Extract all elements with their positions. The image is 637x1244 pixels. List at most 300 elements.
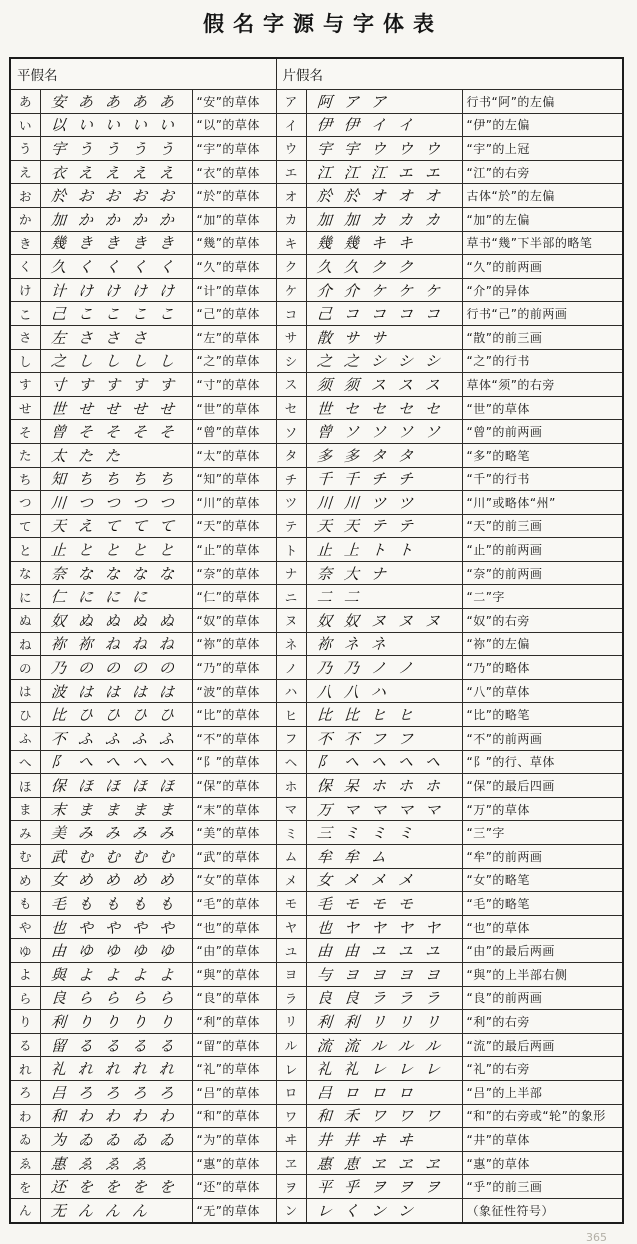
katakana-forms-cell: [306, 373, 462, 397]
handwritten-form: ス: [369, 375, 387, 394]
table-row: [10, 1175, 623, 1199]
handwritten-form: セ: [396, 399, 414, 418]
katakana-kana-cell: ル: [276, 1033, 306, 1057]
katakana-kana-cell: マ: [276, 797, 306, 821]
handwritten-form: 平: [315, 1178, 333, 1197]
hiragana-kana-cell: も: [10, 892, 40, 916]
katakana-origin-cell: “八”的草体: [462, 679, 623, 703]
handwritten-form: テ: [396, 517, 414, 536]
handwritten-form: て: [103, 517, 121, 536]
hiragana-forms-cell: [40, 915, 192, 939]
katakana-kana-cell: ユ: [276, 939, 306, 963]
katakana-forms-cell: [306, 774, 462, 798]
table-row: [10, 538, 623, 562]
handwritten-form: ね: [103, 635, 121, 654]
page-number: 365: [586, 1231, 607, 1244]
handwritten-form: 之: [315, 352, 333, 371]
handwritten-form: し: [157, 352, 175, 371]
katakana-kana-cell: ヱ: [276, 1151, 306, 1175]
handwritten-form: サ: [342, 328, 360, 347]
handwritten-form: 曾: [49, 423, 67, 442]
handwritten-form: 祢: [315, 635, 333, 654]
katakana-origin-cell: “多”的略笔: [462, 443, 623, 467]
handwritten-form: ほ: [130, 777, 148, 796]
handwritten-form: あ: [76, 92, 94, 111]
handwritten-form: フ: [396, 729, 414, 748]
handwritten-form: う: [76, 139, 94, 158]
handwritten-form: せ: [157, 399, 175, 418]
katakana-origin-cell: “伊”的左偏: [462, 113, 623, 137]
handwritten-form: セ: [423, 399, 441, 418]
handwritten-form: ホ: [396, 777, 414, 796]
handwritten-form: リ: [369, 1012, 387, 1031]
handwritten-form: そ: [157, 423, 175, 442]
hiragana-origin-cell: “保”的草体: [192, 774, 276, 798]
handwritten-form: 太: [49, 446, 67, 465]
hiragana-kana-cell: ん: [10, 1198, 40, 1222]
handwritten-form: 礼: [49, 1060, 67, 1079]
handwritten-form: 保: [49, 777, 67, 796]
katakana-kana-cell: イ: [276, 113, 306, 137]
handwritten-form: 不: [342, 729, 360, 748]
handwritten-form: み: [76, 824, 94, 843]
hiragana-forms-cell: [40, 609, 192, 633]
katakana-origin-cell: “止”的前两画: [462, 538, 623, 562]
handwritten-form: へ: [76, 753, 94, 772]
handwritten-form: ノ: [369, 659, 387, 678]
handwritten-form: リ: [396, 1012, 414, 1031]
handwritten-form: め: [157, 871, 175, 890]
handwritten-form: 乎: [342, 1178, 360, 1197]
handwritten-form: れ: [130, 1060, 148, 1079]
handwritten-form: 於: [49, 187, 67, 206]
hiragana-kana-cell: む: [10, 845, 40, 869]
handwritten-form: ら: [130, 989, 148, 1008]
table-row: [10, 255, 623, 279]
katakana-kana-cell: ナ: [276, 561, 306, 585]
katakana-origin-cell: （象征性符号）: [462, 1198, 623, 1222]
table-row: [10, 986, 623, 1010]
handwritten-form: も: [103, 894, 121, 913]
handwritten-form: に: [130, 588, 148, 607]
katakana-origin-cell: “女”的略笔: [462, 868, 623, 892]
katakana-forms-cell: [306, 113, 462, 137]
handwritten-form: エ: [423, 163, 441, 182]
handwritten-form: 八: [342, 682, 360, 701]
handwritten-form: お: [157, 187, 175, 206]
handwritten-form: ち: [76, 470, 94, 489]
hiragana-origin-cell: “於”的草体: [192, 184, 276, 208]
handwritten-form: ロ: [342, 1083, 360, 1102]
hiragana-forms-cell: [40, 113, 192, 137]
hiragana-kana-cell: ひ: [10, 703, 40, 727]
table-row: [10, 939, 623, 963]
handwritten-form: リ: [423, 1012, 441, 1031]
handwritten-form: 幾: [315, 234, 333, 253]
katakana-forms-cell: [306, 986, 462, 1010]
handwritten-form: と: [130, 541, 148, 560]
table-row: [10, 821, 623, 845]
handwritten-form: モ: [396, 894, 414, 913]
katakana-forms-cell: [306, 231, 462, 255]
handwritten-form: 不: [315, 729, 333, 748]
katakana-origin-cell: 古体“於”的左偏: [462, 184, 623, 208]
hiragana-kana-cell: や: [10, 915, 40, 939]
handwritten-form: ゐ: [130, 1130, 148, 1149]
handwritten-form: 世: [49, 399, 67, 418]
handwritten-form: か: [130, 210, 148, 229]
handwritten-form: 须: [342, 375, 360, 394]
handwritten-form: ゑ: [103, 1154, 121, 1173]
hiragana-origin-cell: “利”的草体: [192, 1010, 276, 1034]
hiragana-origin-cell: “衣”的草体: [192, 160, 276, 184]
handwritten-form: か: [76, 210, 94, 229]
handwritten-form: ふ: [103, 729, 121, 748]
handwritten-form: た: [103, 446, 121, 465]
katakana-origin-cell: “礼”的右旁: [462, 1057, 623, 1081]
table-row: [10, 184, 623, 208]
handwritten-form: の: [157, 659, 175, 678]
hiragana-kana-cell: よ: [10, 962, 40, 986]
katakana-origin-cell: “井”的草体: [462, 1128, 623, 1152]
hiragana-origin-cell: “止”的草体: [192, 538, 276, 562]
handwritten-form: ミ: [342, 824, 360, 843]
katakana-origin-cell: 草体“须”的右旁: [462, 373, 623, 397]
handwritten-form: 與: [49, 965, 67, 984]
katakana-forms-cell: [306, 137, 462, 161]
table-row: [10, 797, 623, 821]
katakana-kana-cell: シ: [276, 349, 306, 373]
handwritten-form: 流: [342, 1036, 360, 1055]
handwritten-form: む: [103, 847, 121, 866]
hiragana-forms-cell: [40, 231, 192, 255]
hiragana-origin-cell: “之”的草体: [192, 349, 276, 373]
handwritten-form: い: [103, 116, 121, 135]
hiragana-forms-cell: [40, 845, 192, 869]
handwritten-form: そ: [130, 423, 148, 442]
handwritten-form: メ: [369, 871, 387, 890]
handwritten-form: ゆ: [130, 942, 148, 961]
header-row: [10, 58, 623, 90]
handwritten-form: ま: [157, 800, 175, 819]
hiragana-forms-cell: [40, 137, 192, 161]
table-row: [10, 137, 623, 161]
table-row: [10, 845, 623, 869]
hiragana-origin-cell: “礼”的草体: [192, 1057, 276, 1081]
handwritten-form: 也: [315, 918, 333, 937]
katakana-kana-cell: フ: [276, 727, 306, 751]
katakana-forms-cell: [306, 821, 462, 845]
hiragana-forms-cell: [40, 278, 192, 302]
katakana-forms-cell: [306, 255, 462, 279]
handwritten-form: ひ: [103, 706, 121, 725]
handwritten-form: 止: [49, 541, 67, 560]
katakana-forms-cell: [306, 278, 462, 302]
katakana-kana-cell: セ: [276, 396, 306, 420]
handwritten-form: ラ: [423, 989, 441, 1008]
hiragana-kana-cell: か: [10, 207, 40, 231]
hiragana-forms-cell: [40, 1057, 192, 1081]
handwritten-form: 伊: [315, 116, 333, 135]
handwritten-form: 美: [49, 824, 67, 843]
handwritten-form: ろ: [157, 1083, 175, 1102]
handwritten-form: 多: [315, 446, 333, 465]
handwritten-form: ゑ: [76, 1154, 94, 1173]
katakana-kana-cell: キ: [276, 231, 306, 255]
hiragana-origin-cell: “波”的草体: [192, 679, 276, 703]
handwritten-form: 由: [342, 942, 360, 961]
table-row: [10, 962, 623, 986]
handwritten-form: ほ: [157, 777, 175, 796]
table-row: [10, 585, 623, 609]
handwritten-form: ラ: [369, 989, 387, 1008]
katakana-forms-cell: [306, 207, 462, 231]
handwritten-form: ル: [423, 1036, 441, 1055]
hiragana-origin-cell: “和”的草体: [192, 1104, 276, 1128]
katakana-forms-cell: [306, 1198, 462, 1222]
handwritten-form: 曾: [315, 423, 333, 442]
handwritten-form: は: [76, 682, 94, 701]
handwritten-form: 井: [342, 1130, 360, 1149]
table-row: [10, 1198, 623, 1222]
handwritten-form: 井: [315, 1130, 333, 1149]
hiragana-origin-cell: “川”的草体: [192, 491, 276, 515]
table-row: [10, 113, 623, 137]
hiragana-origin-cell: “幾”的草体: [192, 231, 276, 255]
katakana-origin-cell: “宇”的上冠: [462, 137, 623, 161]
handwritten-form: み: [103, 824, 121, 843]
table-row: [10, 609, 623, 633]
handwritten-form: 吕: [315, 1083, 333, 1102]
handwritten-form: め: [130, 871, 148, 890]
handwritten-form: 无: [49, 1201, 67, 1220]
handwritten-form: 阿: [315, 92, 333, 111]
handwritten-form: ノ: [396, 659, 414, 678]
hiragana-forms-cell: [40, 443, 192, 467]
handwritten-form: 毛: [315, 894, 333, 913]
hiragana-forms-cell: [40, 1128, 192, 1152]
handwritten-form: ち: [157, 470, 175, 489]
handwritten-form: オ: [396, 187, 414, 206]
handwritten-form: ツ: [396, 493, 414, 512]
table-row: [10, 90, 623, 114]
hiragana-forms-cell: [40, 349, 192, 373]
handwritten-form: き: [76, 234, 94, 253]
handwritten-form: 恵: [342, 1154, 360, 1173]
katakana-forms-cell: [306, 1104, 462, 1128]
katakana-origin-cell: “江”的右旁: [462, 160, 623, 184]
handwritten-form: つ: [130, 493, 148, 512]
handwritten-form: ヱ: [423, 1154, 441, 1173]
handwritten-form: 之: [342, 352, 360, 371]
handwritten-form: 千: [315, 470, 333, 489]
handwritten-form: ア: [342, 92, 360, 111]
hiragana-kana-cell: き: [10, 231, 40, 255]
handwritten-form: 女: [49, 871, 67, 890]
katakana-origin-cell: “曾”的前两画: [462, 420, 623, 444]
handwritten-form: く: [157, 257, 175, 276]
handwritten-form: シ: [423, 352, 441, 371]
hiragana-forms-cell: [40, 325, 192, 349]
hiragana-kana-cell: へ: [10, 750, 40, 774]
hiragana-forms-cell: [40, 396, 192, 420]
handwritten-form: か: [157, 210, 175, 229]
handwritten-form: ぬ: [130, 611, 148, 630]
handwritten-form: レ: [315, 1201, 333, 1220]
hiragana-forms-cell: [40, 1080, 192, 1104]
handwritten-form: 伊: [342, 116, 360, 135]
handwritten-form: レ: [423, 1060, 441, 1079]
handwritten-form: ヌ: [423, 611, 441, 630]
hiragana-kana-cell: お: [10, 184, 40, 208]
katakana-origin-cell: “川”或略体“州”: [462, 491, 623, 515]
hiragana-kana-cell: え: [10, 160, 40, 184]
handwritten-form: 江: [315, 163, 333, 182]
handwritten-form: 武: [49, 847, 67, 866]
katakana-kana-cell: ト: [276, 538, 306, 562]
handwritten-form: け: [157, 281, 175, 300]
handwritten-form: 川: [315, 493, 333, 512]
handwritten-form: 川: [49, 493, 67, 512]
hiragana-forms-cell: [40, 302, 192, 326]
hiragana-forms-cell: [40, 939, 192, 963]
table-row: [10, 1010, 623, 1034]
handwritten-form: ケ: [423, 281, 441, 300]
handwritten-form: こ: [76, 305, 94, 324]
hiragana-forms-cell: [40, 1104, 192, 1128]
handwritten-form: 禾: [342, 1107, 360, 1126]
katakana-origin-cell: “牟”的前两画: [462, 845, 623, 869]
katakana-kana-cell: メ: [276, 868, 306, 892]
handwritten-form: ト: [369, 541, 387, 560]
handwritten-form: ヲ: [423, 1178, 441, 1197]
table-row: [10, 325, 623, 349]
handwritten-form: 和: [49, 1107, 67, 1126]
hiragana-kana-cell: ゐ: [10, 1128, 40, 1152]
katakana-forms-cell: [306, 892, 462, 916]
handwritten-form: し: [103, 352, 121, 371]
handwritten-form: 寸: [49, 375, 67, 394]
handwritten-form: 万: [315, 800, 333, 819]
hiragana-kana-cell: あ: [10, 90, 40, 114]
hiragana-kana-cell: ほ: [10, 774, 40, 798]
handwritten-form: の: [76, 659, 94, 678]
table-row: [10, 207, 623, 231]
handwritten-form: ン: [369, 1201, 387, 1220]
handwritten-form: 介: [342, 281, 360, 300]
handwritten-form: ふ: [157, 729, 175, 748]
handwritten-form: ち: [103, 470, 121, 489]
hiragana-kana-cell: を: [10, 1175, 40, 1199]
katakana-forms-cell: [306, 1080, 462, 1104]
handwritten-form: ゐ: [157, 1130, 175, 1149]
table-row: [10, 373, 623, 397]
hiragana-origin-cell: “留”的草体: [192, 1033, 276, 1057]
handwritten-form: ま: [103, 800, 121, 819]
handwritten-form: 与: [315, 965, 333, 984]
hiragana-forms-cell: [40, 1175, 192, 1199]
handwritten-form: 末: [49, 800, 67, 819]
katakana-forms-cell: [306, 845, 462, 869]
table-row: [10, 443, 623, 467]
handwritten-form: え: [103, 163, 121, 182]
handwritten-form: タ: [396, 446, 414, 465]
handwritten-form: も: [76, 894, 94, 913]
handwritten-form: ぬ: [103, 611, 121, 630]
katakana-origin-cell: “世”的草体: [462, 396, 623, 420]
katakana-origin-cell: “奴”的右旁: [462, 609, 623, 633]
handwritten-form: き: [130, 234, 148, 253]
handwritten-form: わ: [76, 1107, 94, 1126]
hiragana-forms-cell: [40, 774, 192, 798]
katakana-origin-cell: “介”的异体: [462, 278, 623, 302]
katakana-forms-cell: [306, 679, 462, 703]
katakana-forms-cell: [306, 349, 462, 373]
handwritten-form: ゐ: [103, 1130, 121, 1149]
katakana-forms-cell: [306, 609, 462, 633]
handwritten-form: ゆ: [76, 942, 94, 961]
katakana-kana-cell: ン: [276, 1198, 306, 1222]
handwritten-form: 千: [342, 470, 360, 489]
handwritten-form: も: [157, 894, 175, 913]
handwritten-form: 久: [342, 257, 360, 276]
katakana-forms-cell: [306, 443, 462, 467]
handwritten-form: れ: [103, 1060, 121, 1079]
handwritten-form: ヱ: [396, 1154, 414, 1173]
hiragana-kana-cell: つ: [10, 491, 40, 515]
hiragana-origin-cell: “左”的草体: [192, 325, 276, 349]
katakana-kana-cell: ヤ: [276, 915, 306, 939]
katakana-origin-cell: “與”的上半部右侧: [462, 962, 623, 986]
katakana-kana-cell: ケ: [276, 278, 306, 302]
table-row: [10, 231, 623, 255]
katakana-kana-cell: カ: [276, 207, 306, 231]
katakana-kana-cell: ワ: [276, 1104, 306, 1128]
handwritten-form: ユ: [423, 942, 441, 961]
handwritten-form: し: [130, 352, 148, 371]
handwritten-form: ロ: [369, 1083, 387, 1102]
hiragana-origin-cell: “久”的草体: [192, 255, 276, 279]
handwritten-form: マ: [342, 800, 360, 819]
hiragana-kana-cell: ね: [10, 632, 40, 656]
handwritten-form: く: [342, 1201, 360, 1220]
handwritten-form: ケ: [369, 281, 387, 300]
handwritten-form: テ: [369, 517, 387, 536]
handwritten-form: る: [130, 1036, 148, 1055]
hiragana-origin-cell: “武”的草体: [192, 845, 276, 869]
handwritten-form: イ: [396, 116, 414, 135]
handwritten-form: ち: [130, 470, 148, 489]
handwritten-form: つ: [103, 493, 121, 512]
katakana-kana-cell: ネ: [276, 632, 306, 656]
katakana-origin-cell: 行书“阿”的左偏: [462, 90, 623, 114]
handwritten-form: そ: [76, 423, 94, 442]
handwritten-form: ソ: [342, 423, 360, 442]
handwritten-form: 天: [342, 517, 360, 536]
hiragana-origin-cell: “良”的草体: [192, 986, 276, 1010]
handwritten-form: 幾: [342, 234, 360, 253]
katakana-origin-cell: 草书“幾”下半部的略笔: [462, 231, 623, 255]
handwritten-form: オ: [423, 187, 441, 206]
handwritten-form: ゆ: [103, 942, 121, 961]
handwritten-form: は: [103, 682, 121, 701]
hiragana-forms-cell: [40, 538, 192, 562]
table-row: [10, 1151, 623, 1175]
hiragana-forms-cell: [40, 868, 192, 892]
handwritten-form: あ: [103, 92, 121, 111]
handwritten-form: へ: [130, 753, 148, 772]
table-row: [10, 1033, 623, 1057]
